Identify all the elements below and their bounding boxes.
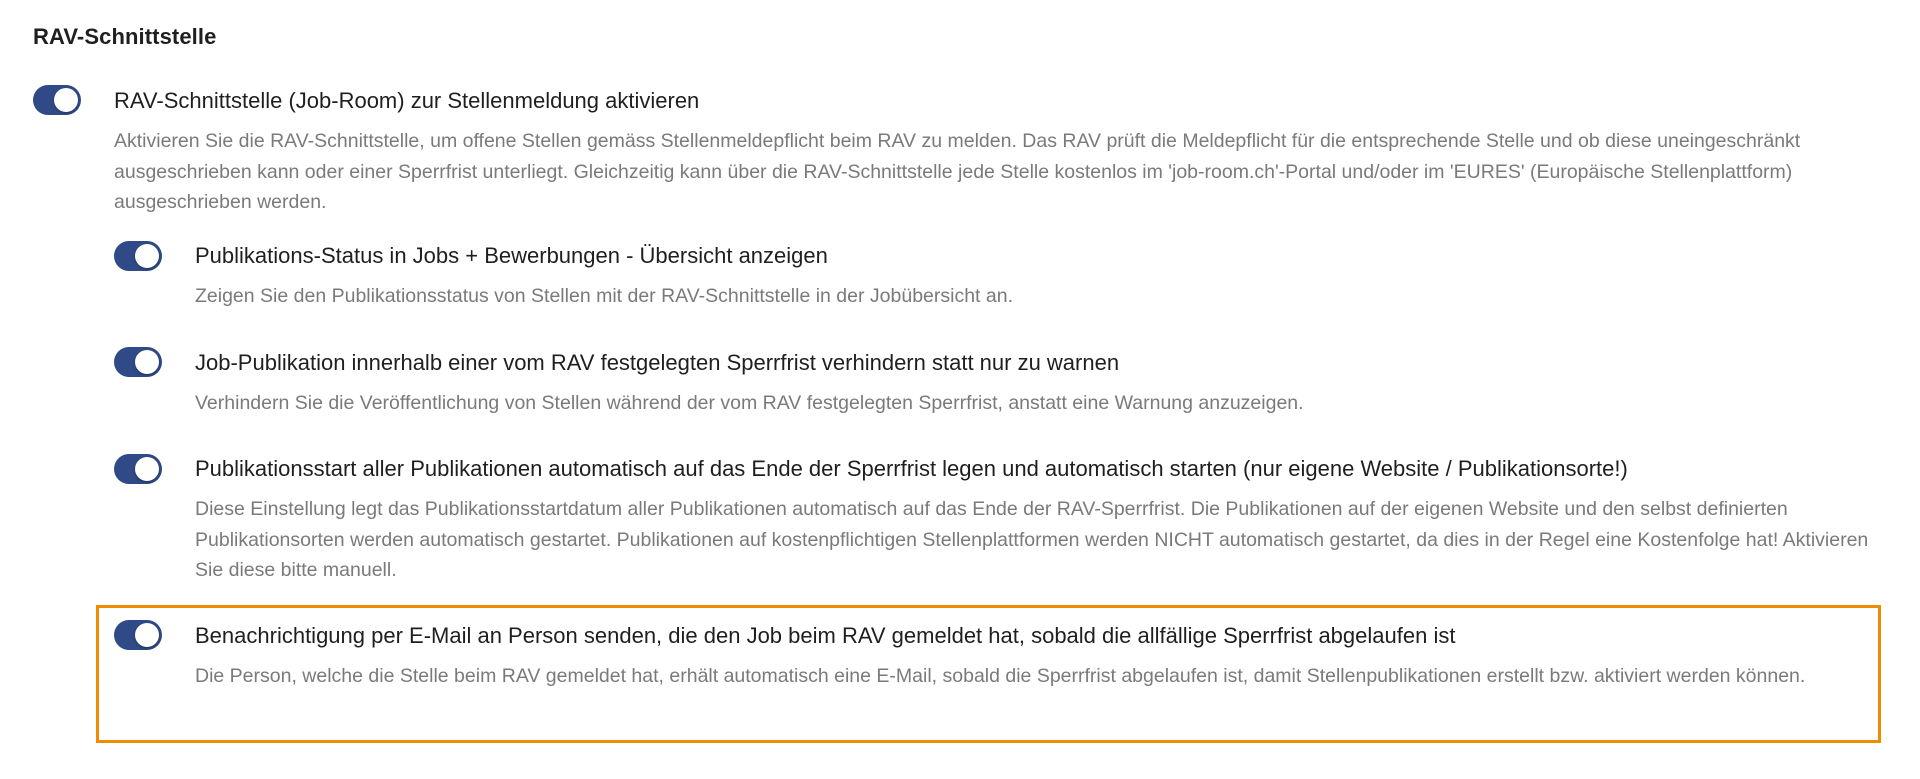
setting-title-rav-interface: RAV-Schnittstelle (Job-Room) zur Stellenmeldung aktivieren xyxy=(114,88,700,113)
toggle-knob xyxy=(135,623,159,647)
section-title: RAV-Schnittstelle xyxy=(33,24,217,49)
setting-title-prevent-publication: Job-Publikation innerhalb einer vom RAV festgelegten Sperrfrist verhindern statt nur zu warnen xyxy=(195,350,1120,375)
toggle-publication-status[interactable] xyxy=(114,241,162,271)
toggle-auto-start[interactable] xyxy=(114,454,162,484)
setting-desc-publication-status: Zeigen Sie den Publikationsstatus von Stellen mit der RAV-Schnittstelle in der Jobübersicht an. xyxy=(195,285,1014,307)
setting-desc-prevent-publication: Verhindern Sie die Veröffentlichung von Stellen während der vom RAV festgelegten Sperrfrist, anstatt eine Warnung anzuzeigen. xyxy=(195,392,1304,414)
toggle-knob xyxy=(135,457,159,481)
toggle-email-notification[interactable] xyxy=(114,620,162,650)
setting-title-auto-start: Publikationsstart aller Publikationen automatisch auf das Ende der Sperrfrist legen und automatisch starten (nur eigene Website / Publikationsorte!) xyxy=(195,456,1628,481)
toggle-prevent-publication[interactable] xyxy=(114,347,162,377)
setting-desc-email-notification: Die Person, welche die Stelle beim RAV gemeldet hat, erhält automatisch eine E-Mail, sobald die Sperrfrist abgelaufen ist, damit Stellenpublikationen erstellt bzw. aktiviert werden können. xyxy=(195,665,1806,687)
setting-title-email-notification: Benachrichtigung per E-Mail an Person senden, die den Job beim RAV gemeldet hat, sobald die allfällige Sperrfrist abgelaufen ist xyxy=(195,623,1456,648)
toggle-knob xyxy=(135,244,159,268)
toggle-knob xyxy=(54,88,78,112)
setting-title-publication-status: Publikations-Status in Jobs + Bewerbungen - Übersicht anzeigen xyxy=(195,243,828,268)
setting-desc-auto-start: Diese Einstellung legt das Publikationsstartdatum aller Publikationen automatisch auf das Ende der RAV-Sperrfrist. Die Publikationen auf der eigenen Website und den selbst definierten Publikationsorten werden automatisch gestartet. Publikationen auf kostenpflichtigen Stellenplattformen werden NICHT automatisch gestartet, da dies in der Regel eine Kostenfolge hat! Aktivieren Sie diese bitte manuell. xyxy=(195,498,1869,581)
setting-desc-rav-interface: Aktivieren Sie die RAV-Schnittstelle, um offene Stellen gemäss Stellenmeldepflicht beim RAV zu melden. Das RAV prüft die Meldepflicht für die entsprechende Stelle und ob diese uneingeschränkt ausgeschrieben kann oder einer Sperrfrist unterliegt. Gleichzeitig kann über die RAV-Schnittstelle jede Stelle kostenlos im 'job-room.ch'-Portal und/oder im 'EURES' (Europäische Stellenplattform) ausgeschrieben werden. xyxy=(114,130,1801,213)
toggle-knob xyxy=(135,350,159,374)
toggle-rav-interface[interactable] xyxy=(33,85,81,115)
